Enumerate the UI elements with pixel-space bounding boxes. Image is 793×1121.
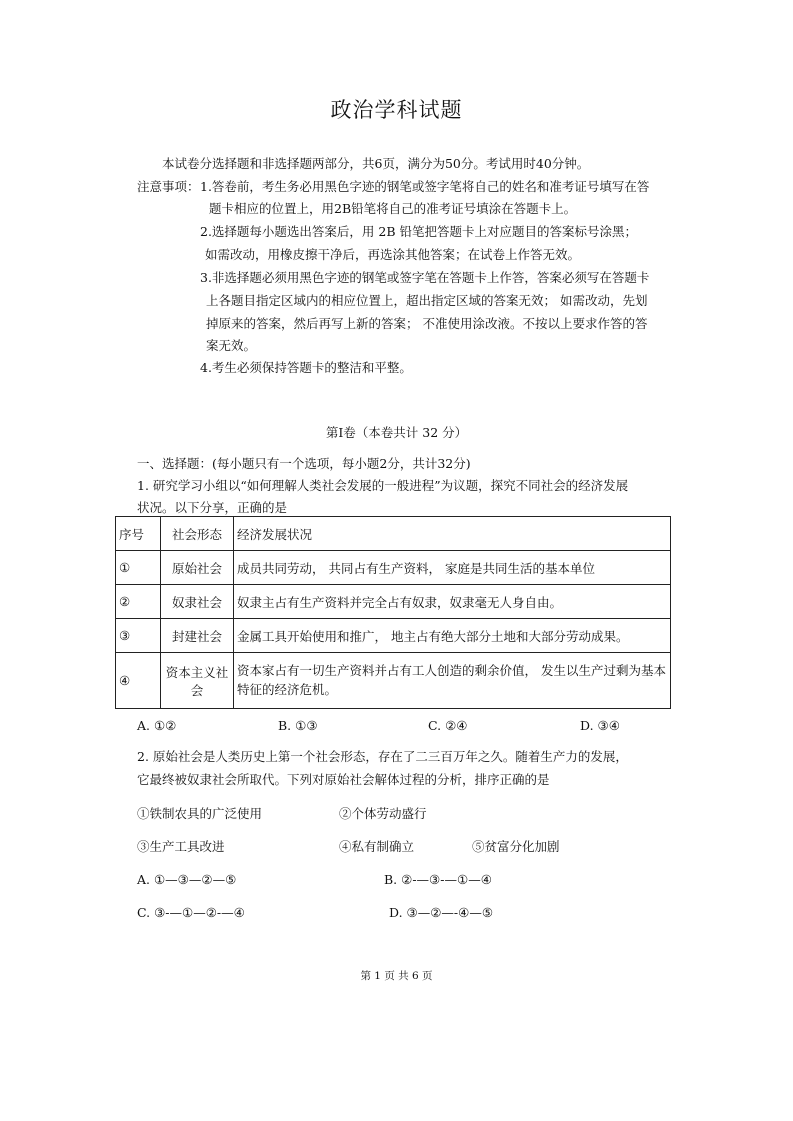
q2-item: ①铁制农具的广泛使用	[137, 806, 263, 821]
table-cell: 原始社会	[161, 551, 234, 585]
table-header-cell: 社会形态	[161, 517, 234, 551]
q2-item: ⑤贫富分化加剧	[472, 839, 560, 854]
note-line: 如需改动，用橡皮擦干净后，再选涂其他答案；在试卷上作答无效。	[205, 247, 581, 262]
q2-item: ②个体劳动盛行	[339, 806, 427, 821]
table-row	[116, 585, 671, 619]
intro-text: 本试卷分选择题和非选择题两部分，共6页，满分为50分。考试用时40分钟。	[162, 156, 590, 171]
table-cell: 封建社会	[161, 619, 234, 653]
table-cell: 成员共同劳动， 共同占有生产资料， 家庭是共同生活的基本单位	[234, 551, 671, 585]
q1-option-c[interactable]: C. ②④	[428, 718, 468, 733]
q2-option-c[interactable]: C. ③-—①—②-—④	[137, 905, 245, 920]
table-cell: 资本主义社会	[161, 653, 234, 709]
table-row	[116, 551, 671, 585]
note-line: 3.非选择题必须用黑色字迹的钢笔或签字笔在答题卡上作答，答案必须写在答题卡	[200, 270, 650, 285]
table-cell: 资本家占有一切生产资料并占有工人创造的剩余价值， 发生以生产过剩为基本特征的经济危机。	[234, 653, 671, 709]
q2-option-d[interactable]: D. ③—②—-④—⑤	[389, 905, 494, 920]
table-header-row	[116, 517, 671, 551]
table-row	[116, 619, 671, 653]
note-line: 案无效。	[206, 338, 257, 353]
table-cell: ①	[116, 551, 161, 585]
table-cell: 奴隶主占有生产资料并完全占有奴隶，奴隶毫无人身自由。	[234, 585, 671, 619]
table-header-cell: 序号	[116, 517, 161, 551]
q2-stem: 它最终被奴隶社会所取代。下列对原始社会解体过程的分析，排序正确的是	[137, 772, 550, 787]
q2-option-b[interactable]: B. ②-—③-—①—④	[384, 872, 492, 887]
note-line: 掉原来的答案，然后再写上新的答案； 不准使用涂改液。不按以上要求作答的答	[206, 316, 648, 331]
q2-item: ③生产工具改进	[137, 839, 225, 854]
q1-stem: 1. 研究学习小组以“如何理解人类社会发展的一般进程”为议题，探究不同社会的经济发展	[137, 478, 629, 493]
q2-item: ④私有制确立	[339, 839, 415, 854]
note-line: 题卡相应的位置上，用2B铅笔将自己的准考证号填涂在答题卡上。	[209, 201, 577, 216]
q1-option-b[interactable]: B. ①③	[278, 718, 318, 733]
q2-stem: 2. 原始社会是人类历史上第一个社会形态，存在了二三百万年之久。随着生产力的发展，	[137, 749, 628, 764]
q1-stem: 状况。以下分享，正确的是	[137, 500, 288, 515]
note-line: 上各题目指定区域内的相应位置上，超出指定区域的答案无效； 如需改动，先划	[206, 293, 648, 308]
table-cell: ④	[116, 653, 161, 709]
table-cell: 金属工具开始使用和推广， 地主占有绝大部分土地和大部分劳动成果。	[234, 619, 671, 653]
q1-table	[115, 516, 671, 709]
notes-label: 注意事项：	[137, 179, 200, 194]
page-title: 政治学科试题	[330, 98, 463, 122]
table-header-cell: 经济发展状况	[234, 517, 671, 551]
q2-option-a[interactable]: A. ①—③—②—⑤	[137, 872, 237, 887]
table-cell: ③	[116, 619, 161, 653]
q1-option-a[interactable]: A. ①②	[137, 718, 177, 733]
table-row	[116, 653, 671, 709]
note-line: 1.答卷前，考生务必用黑色字迹的钢笔或签字笔将自己的姓名和准考证号填写在答	[200, 179, 650, 194]
page-footer: 第 1 页 共 6 页	[360, 970, 433, 982]
q1-option-d[interactable]: D. ③④	[580, 718, 620, 733]
table-cell: ②	[116, 585, 161, 619]
section-title: 第Ⅰ卷（本卷共计 32 分）	[325, 425, 468, 440]
table-cell: 奴隶社会	[161, 585, 234, 619]
note-line: 2.选择题每小题选出答案后，用 2B 铅笔把答题卡上对应题目的答案标号涂黑；	[200, 224, 638, 239]
note-line: 4.考生必须保持答题卡的整洁和平整。	[200, 360, 412, 375]
section-heading: 一、选择题：(每小题只有一个选项，每小题2分，共计32分)	[137, 456, 471, 471]
